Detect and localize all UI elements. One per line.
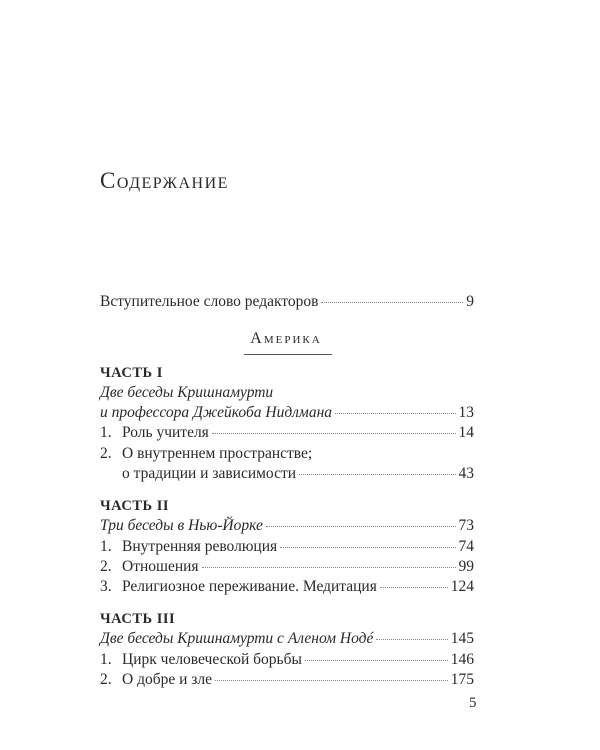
toc-entry-label: о традиции и зависимости xyxy=(122,465,297,482)
chapter-number: 2. xyxy=(100,671,112,688)
dot-leader xyxy=(202,567,456,568)
dot-leader xyxy=(215,680,448,681)
toc-entry[interactable] xyxy=(100,423,474,443)
toc-entry-label: Роль учителя xyxy=(122,424,209,441)
toc-entry[interactable] xyxy=(100,650,474,670)
chapter-number: 2. xyxy=(100,558,112,575)
part-subtitle: Три беседы в Нью-Йорке xyxy=(100,517,263,534)
toc-entry-label: Цирк человеческой борьбы xyxy=(122,651,302,668)
toc-page-number: 74 xyxy=(458,538,474,555)
page-number: 5 xyxy=(469,695,477,711)
section-heading: Америка xyxy=(250,330,322,347)
section-divider xyxy=(244,354,332,355)
toc-entry-label: Отношения xyxy=(122,558,199,575)
toc-page-number: 43 xyxy=(458,465,474,482)
dot-leader xyxy=(380,587,448,588)
toc-page-number: 14 xyxy=(458,424,474,441)
part-subtitle: и профессора Джейкоба Нидлмана xyxy=(100,404,333,421)
toc-page-number: 146 xyxy=(450,651,474,668)
toc-page-number: 13 xyxy=(458,404,474,421)
toc-entry[interactable] xyxy=(100,577,474,597)
dot-leader xyxy=(335,413,455,414)
dot-leader xyxy=(305,660,448,661)
toc-page-number: 99 xyxy=(458,558,474,575)
part-heading: ЧАСТЬ II xyxy=(100,498,170,514)
toc-entry[interactable] xyxy=(100,537,474,557)
toc-entry-label: О внутреннем пространстве; xyxy=(122,445,313,462)
toc-entry-label: О добре и зле xyxy=(122,671,213,688)
part-subtitle: Две беседы Кришнамурти xyxy=(100,384,274,401)
page-title: Содержание xyxy=(100,168,229,193)
dot-leader xyxy=(266,526,456,527)
dot-leader xyxy=(280,547,455,548)
toc-page-number: 9 xyxy=(466,293,474,310)
toc-entry-intro[interactable] xyxy=(100,292,474,312)
dot-leader xyxy=(299,474,455,475)
toc-entry-part3-subtitle[interactable] xyxy=(100,629,474,649)
part-heading: ЧАСТЬ I xyxy=(100,365,163,381)
toc-entry-label: Религиозное переживание. Медитация xyxy=(122,578,377,595)
chapter-number: 1. xyxy=(100,424,112,441)
part-subtitle: Две беседы Кришнамурти с Аленом Нодé xyxy=(100,630,374,647)
toc-entry[interactable] xyxy=(100,557,474,577)
toc-entry[interactable] xyxy=(100,670,474,690)
part-heading: ЧАСТЬ III xyxy=(100,611,176,627)
chapter-number: 1. xyxy=(100,538,112,555)
toc-page-number: 124 xyxy=(450,578,474,595)
toc-entry-line[interactable] xyxy=(100,444,474,464)
chapter-number: 2. xyxy=(100,445,112,462)
toc-entry-part2-subtitle[interactable] xyxy=(100,516,474,536)
toc-page-number: 175 xyxy=(450,671,474,688)
toc-page-number: 145 xyxy=(450,630,474,647)
chapter-number: 1. xyxy=(100,651,112,668)
toc-page-number: 73 xyxy=(458,517,474,534)
toc-entry[interactable] xyxy=(100,464,474,484)
dot-leader xyxy=(321,302,463,303)
toc-entry-label: Вступительное слово редакторов xyxy=(100,293,319,310)
toc-entry-part1-subtitle[interactable] xyxy=(100,403,474,423)
dot-leader xyxy=(212,433,456,434)
chapter-number: 3. xyxy=(100,578,112,595)
dot-leader xyxy=(376,639,447,640)
toc-entry-label: Внутренняя революция xyxy=(122,538,278,555)
